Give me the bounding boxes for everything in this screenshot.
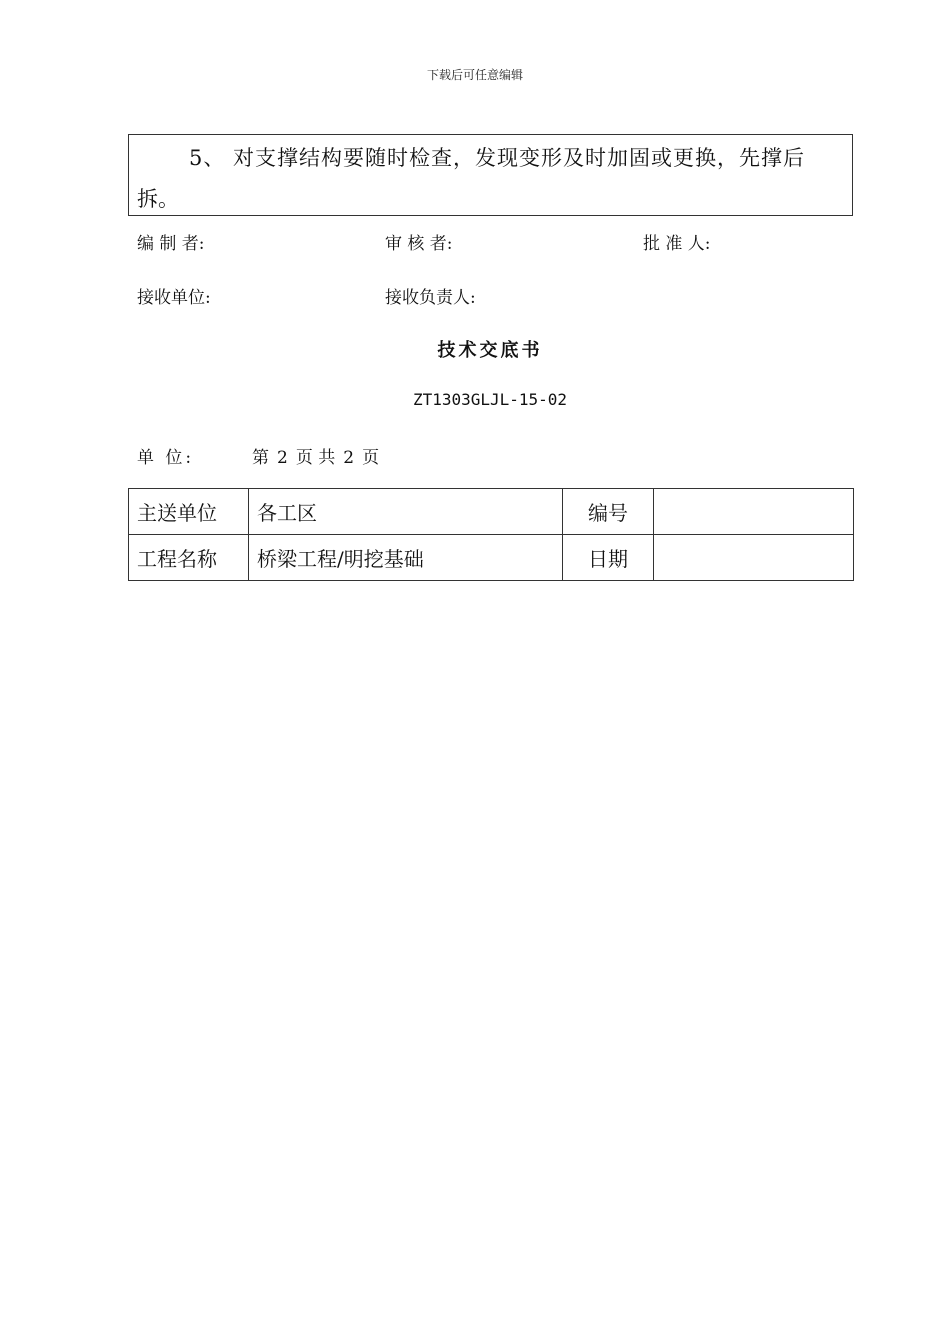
table-row: [129, 489, 854, 535]
page-suffix: 页: [362, 448, 380, 468]
recipient-unit-value: 各工区: [249, 489, 563, 535]
approver-label: 批 准 人:: [643, 234, 711, 254]
receiving-person-label: 接收负责人:: [385, 288, 476, 308]
content-box: [128, 134, 853, 216]
project-name-value: 桥梁工程/明挖基础: [249, 535, 563, 581]
page-total: 2: [343, 448, 355, 468]
reviewer-label: 审 核 者:: [385, 234, 453, 254]
table-row: [129, 535, 854, 581]
recipient-unit-label: 主送单位: [129, 489, 249, 535]
document-code: ZT1303GLJL-15-02: [412, 390, 568, 409]
receiving-unit-label: 接收单位:: [137, 288, 211, 308]
date-label: 日期: [563, 535, 654, 581]
page-info: [252, 443, 387, 468]
serial-number-value: [654, 489, 854, 535]
compiler-label: 编 制 者:: [137, 234, 205, 254]
content-line-2: 拆。: [137, 187, 179, 211]
page-prefix: 第: [252, 448, 269, 468]
date-value: [654, 535, 854, 581]
project-name-label: 工程名称: [129, 535, 249, 581]
serial-number-label: 编号: [563, 489, 654, 535]
page-current: 2: [277, 448, 288, 468]
page-mid: 页 共: [295, 448, 336, 468]
unit-label: 单 位:: [137, 448, 195, 468]
header-note: 下载后可任意编辑: [426, 68, 523, 82]
content-line-1: 5、 对支撑结构要随时检查，发现变形及时加固或更换，先撑后: [189, 146, 806, 170]
info-table: [128, 488, 854, 581]
document-title: 技术交底书: [437, 340, 543, 361]
